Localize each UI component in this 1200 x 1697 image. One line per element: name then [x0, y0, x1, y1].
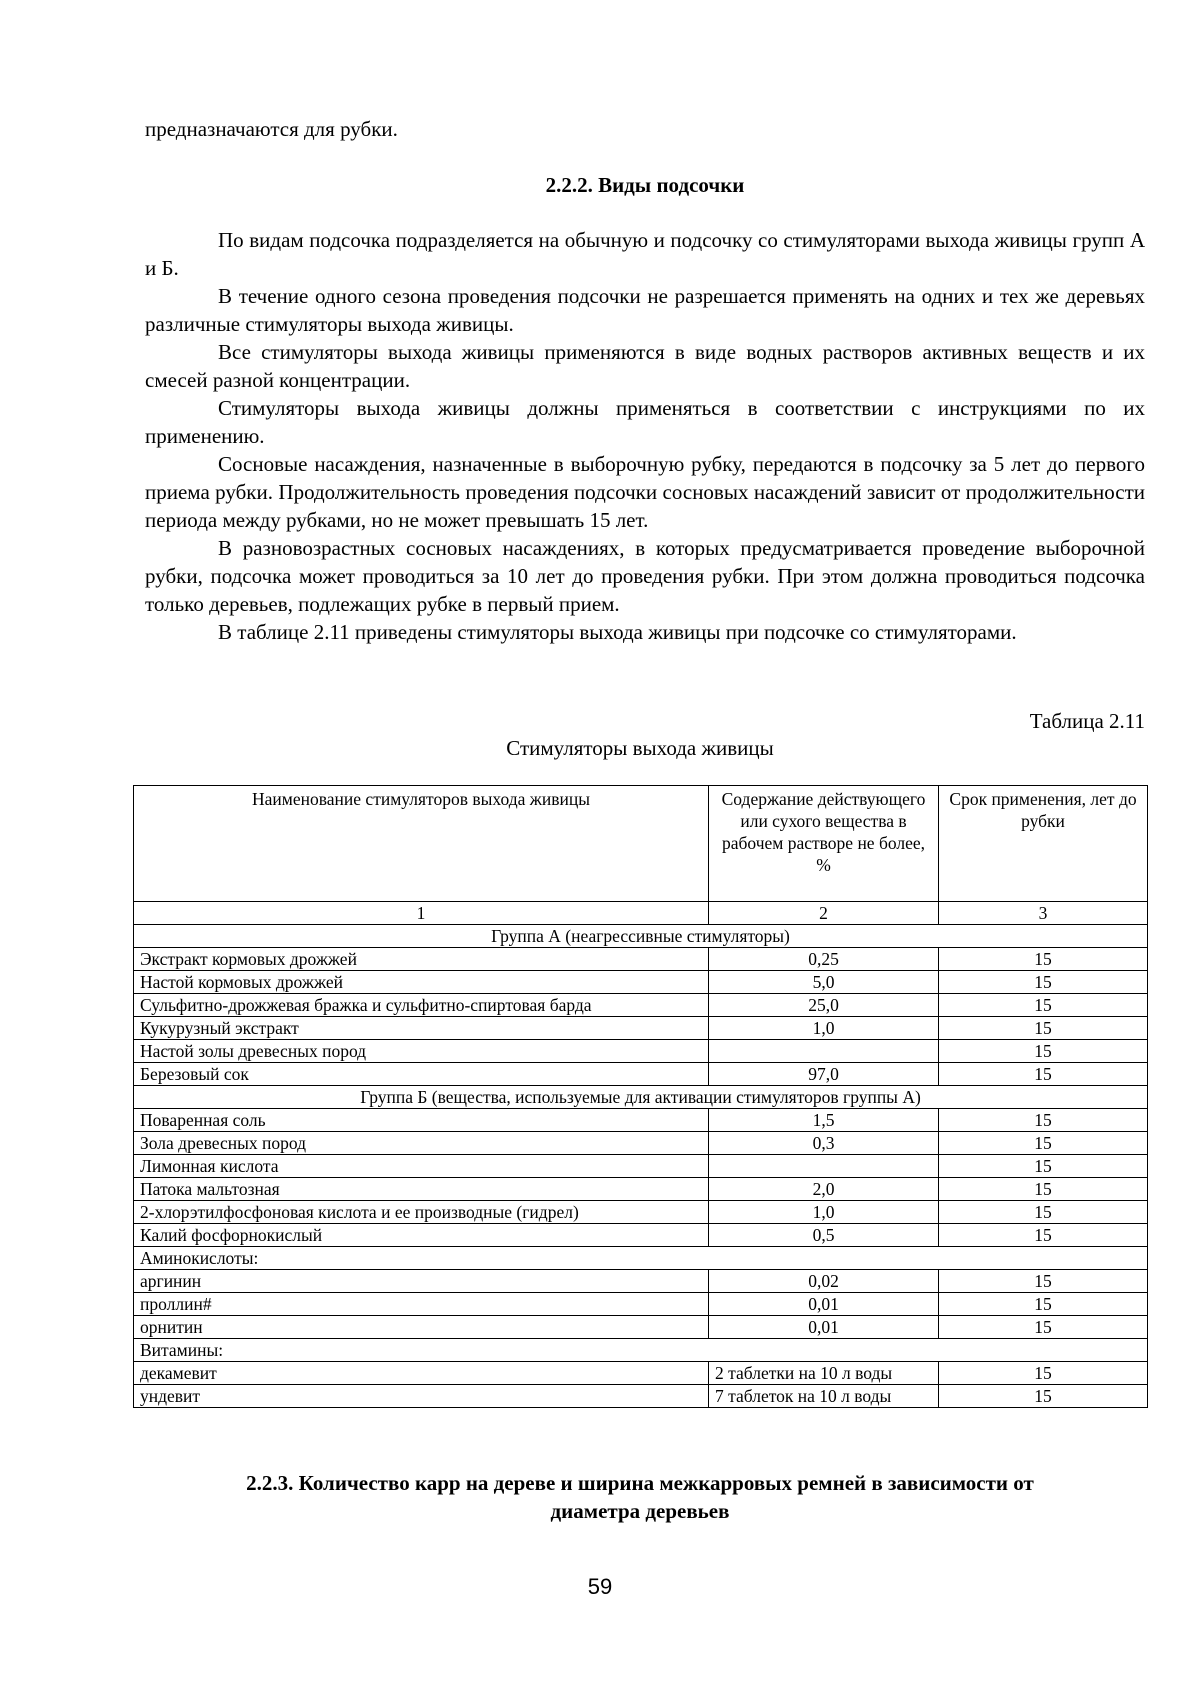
cell-name: орнитин: [134, 1316, 709, 1339]
table-row: [134, 1316, 1148, 1339]
cell-name: Экстракт кормовых дрожжей: [134, 948, 709, 971]
paragraph-6: В разновозрастных сосновых насаждениях, в которых предусматривается проведение выборочной рубки, подсочка может проводиться за 10 лет до проведения рубки. При этом должна проводиться подсочка только деревьев, подлежащих рубке в первый прием.: [145, 536, 1145, 616]
table-row: [134, 1270, 1148, 1293]
cell-content: 2,0: [709, 1178, 939, 1201]
cell-name: ундевит: [134, 1385, 709, 1408]
cell-name: Лимонная кислота: [134, 1155, 709, 1178]
header-content: Содержание действующего или сухого вещества в рабочем растворе не более, %: [709, 786, 939, 902]
cell-name: Березовый сок: [134, 1063, 709, 1086]
paragraph-4: Стимуляторы выхода живицы должны применяться в соответствии с инструкциями по их применению.: [145, 396, 1145, 448]
group-b-label: Группа Б (вещества, используемые для активации стимуляторов группы А): [134, 1086, 1148, 1109]
cell-term: 15: [939, 1201, 1148, 1224]
header-name: Наименование стимуляторов выхода живицы: [134, 786, 709, 902]
paragraph-3: Все стимуляторы выхода живицы применяются в виде водных растворов активных веществ и их смесей разной концентрации.: [145, 340, 1145, 392]
cell-content: 5,0: [709, 971, 939, 994]
table-row: [134, 1178, 1148, 1201]
table-header-row: [134, 786, 1148, 902]
subgroup-row: [134, 1339, 1148, 1362]
group-row: [134, 925, 1148, 948]
cell-term: 15: [939, 1132, 1148, 1155]
group-a-label: Группа А (неагрессивные стимуляторы): [134, 925, 1148, 948]
cell-term: 15: [939, 1109, 1148, 1132]
cell-content: [709, 1155, 939, 1178]
vitamins-label: Витамины:: [134, 1339, 1148, 1362]
cell-term: 15: [939, 1224, 1148, 1247]
table-row: [134, 1040, 1148, 1063]
page-number: 59: [587, 1574, 613, 1599]
cell-content: 0,3: [709, 1132, 939, 1155]
table-row: [134, 1063, 1148, 1086]
table-caption: Стимуляторы выхода живицы: [506, 736, 774, 760]
table-row: [134, 1293, 1148, 1316]
paragraph-1: По видам подсочка подразделяется на обычную и подсочку со стимуляторами выхода живицы групп А и Б.: [145, 228, 1145, 280]
cell-content: 0,25: [709, 948, 939, 971]
cell-term: 15: [939, 1316, 1148, 1339]
cell-content: 7 таблеток на 10 л воды: [709, 1385, 939, 1408]
continuation-line: предназначаются для рубки.: [145, 117, 398, 141]
cell-name: аргинин: [134, 1270, 709, 1293]
cell-term: 15: [939, 1017, 1148, 1040]
cell-term: 15: [939, 1063, 1148, 1086]
table-row: [134, 1109, 1148, 1132]
cell-term: 15: [939, 1178, 1148, 1201]
cell-term: 15: [939, 1155, 1148, 1178]
cell-name: Поваренная соль: [134, 1109, 709, 1132]
cell-term: 15: [939, 1270, 1148, 1293]
table-row: [134, 1017, 1148, 1040]
cell-name: Настой кормовых дрожжей: [134, 971, 709, 994]
table-row: [134, 1155, 1148, 1178]
section-2-2-3-title-line-1: 2.2.3. Количество карр на дереве и ширина межкарровых ремней в зависимости от: [246, 1471, 1034, 1495]
amino-acids-label: Аминокислоты:: [134, 1247, 1148, 1270]
table-row: [134, 994, 1148, 1017]
table-row: [134, 948, 1148, 971]
table-row: [134, 1362, 1148, 1385]
cell-content: 1,0: [709, 1201, 939, 1224]
paragraph-7: В таблице 2.11 приведены стимуляторы выхода живицы при подсочке со стимуляторами.: [218, 620, 1017, 644]
cell-content: 25,0: [709, 994, 939, 1017]
paragraph-2: В течение одного сезона проведения подсочки не разрешается применять на одних и тех же деревьях различные стимуляторы выхода живицы.: [145, 284, 1145, 336]
col-number: 1: [134, 902, 709, 925]
cell-content: 0,02: [709, 1270, 939, 1293]
table-row: [134, 1385, 1148, 1408]
cell-term: 15: [939, 994, 1148, 1017]
cell-content: 1,0: [709, 1017, 939, 1040]
cell-content: 0,01: [709, 1293, 939, 1316]
section-2-2-2-title: 2.2.2. Виды подсочки: [545, 173, 745, 197]
cell-name: Зола древесных пород: [134, 1132, 709, 1155]
cell-name: Кукурузный экстракт: [134, 1017, 709, 1040]
col-number: 3: [939, 902, 1148, 925]
cell-term: 15: [939, 948, 1148, 971]
column-numbers-row: [134, 902, 1148, 925]
cell-name: проллин#: [134, 1293, 709, 1316]
cell-name: декамевит: [134, 1362, 709, 1385]
table-row: [134, 1224, 1148, 1247]
cell-content: 97,0: [709, 1063, 939, 1086]
table-row: [134, 1132, 1148, 1155]
cell-name: Патока мальтозная: [134, 1178, 709, 1201]
table-row: [134, 1201, 1148, 1224]
col-number: 2: [709, 902, 939, 925]
cell-term: 15: [939, 1040, 1148, 1063]
group-row: [134, 1086, 1148, 1109]
cell-content: 0,01: [709, 1316, 939, 1339]
cell-content: 0,5: [709, 1224, 939, 1247]
cell-name: 2-хлорэтилфосфоновая кислота и ее производные (гидрел): [134, 1201, 709, 1224]
cell-name: Настой золы древесных пород: [134, 1040, 709, 1063]
cell-content: 2 таблетки на 10 л воды: [709, 1362, 939, 1385]
table-label: Таблица 2.11: [1029, 709, 1145, 733]
cell-term: 15: [939, 1362, 1148, 1385]
cell-name: Калий фосфорнокислый: [134, 1224, 709, 1247]
cell-term: 15: [939, 971, 1148, 994]
cell-content: [709, 1040, 939, 1063]
cell-term: 15: [939, 1293, 1148, 1316]
section-2-2-3-title-line-2: диаметра деревьев: [550, 1499, 730, 1523]
header-term: Срок применения, лет до рубки: [939, 786, 1148, 902]
cell-content: 1,5: [709, 1109, 939, 1132]
table-row: [134, 971, 1148, 994]
cell-term: 15: [939, 1385, 1148, 1408]
stimulators-table: [133, 785, 1148, 1408]
cell-name: Сульфитно-дрожжевая бражка и сульфитно-спиртовая барда: [134, 994, 709, 1017]
paragraph-5: Сосновые насаждения, назначенные в выборочную рубку, передаются в подсочку за 5 лет до первого приема рубки. Продолжительность проведения подсочки сосновых насаждений зависит от продолжительности периода между рубками, но не может превышать 15 лет.: [145, 452, 1145, 532]
subgroup-row: [134, 1247, 1148, 1270]
